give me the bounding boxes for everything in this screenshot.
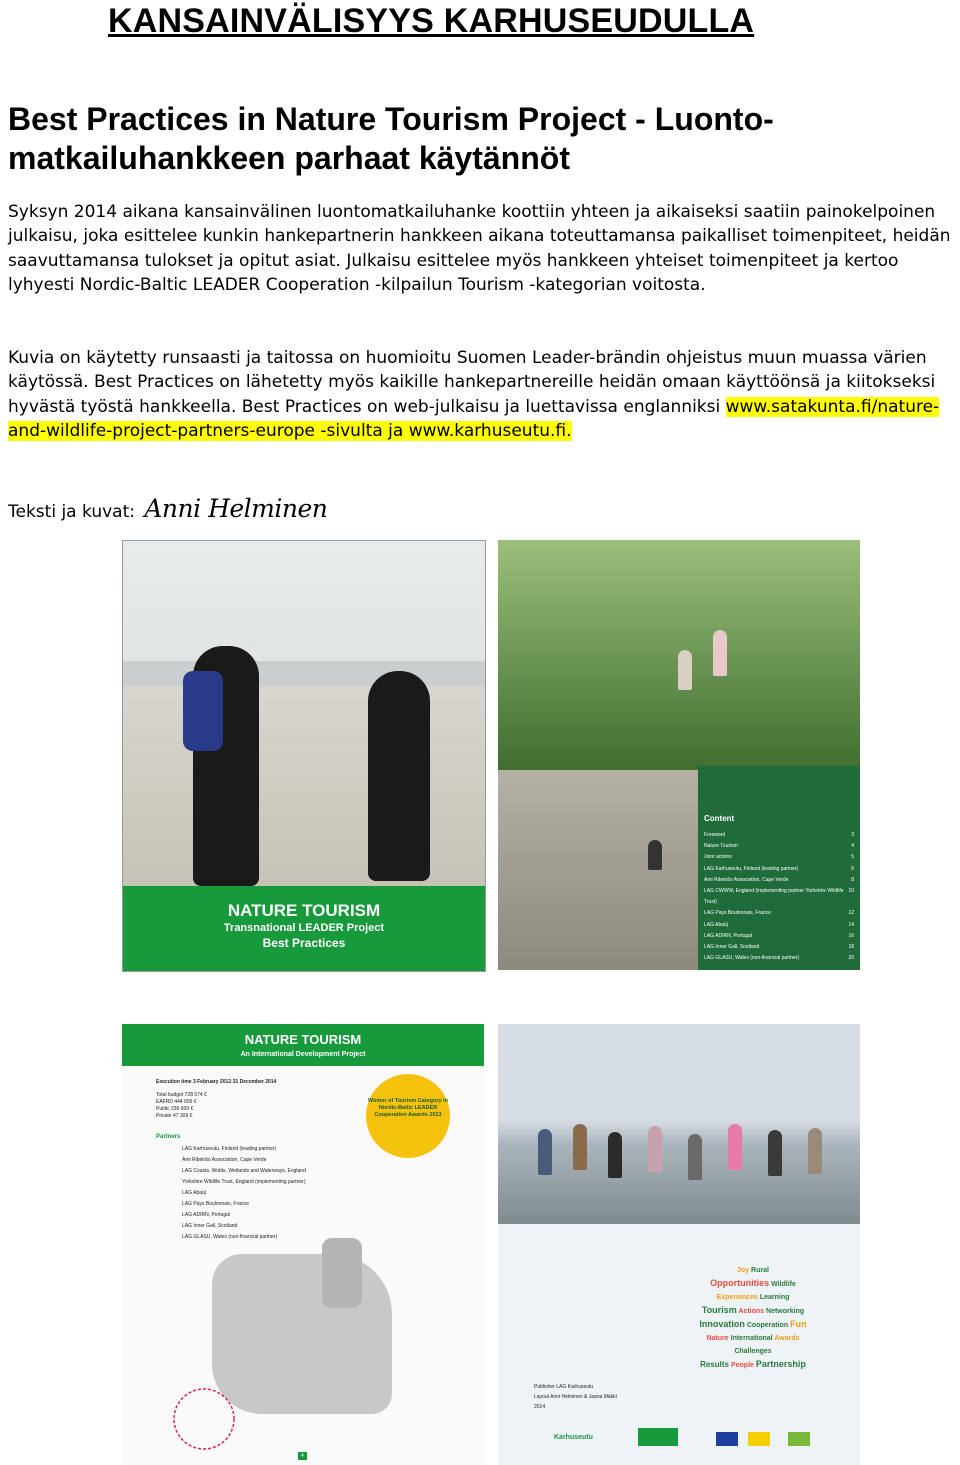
project-title: NATURE TOURISM bbox=[244, 1032, 362, 1047]
group-member bbox=[608, 1132, 622, 1178]
toc-item: LAG GLASU, Wales (non-financial partner) 20 bbox=[704, 955, 854, 962]
karhuseutu-link[interactable]: www.karhuseutu.fi bbox=[408, 420, 567, 441]
word-cloud bbox=[668, 1264, 838, 1372]
cloud-word: Tourism bbox=[701, 1305, 737, 1315]
cape-verde-map bbox=[164, 1384, 244, 1454]
cloud-word: Networking bbox=[766, 1308, 805, 1315]
cloud-word: Fun bbox=[790, 1319, 807, 1329]
cloud-word: Rural bbox=[751, 1267, 769, 1274]
cloud-word: Innovation bbox=[699, 1319, 745, 1329]
budget-line: Private 47 309 € bbox=[156, 1113, 193, 1119]
cloud-word: Actions bbox=[738, 1308, 765, 1315]
group-member bbox=[648, 1126, 662, 1172]
cloud-word: Challenges bbox=[734, 1348, 772, 1355]
paragraph-1: Syksyn 2014 aikana kansainvälinen luontomatkailuhanke koottiin yhteen ja aikaiseksi saatiin painokelpoinen julkaisu, joka esittelee kunkin hankepartnerin hankkeen aikana toteuttamansa paikalliset toimenpiteet, heidän saavuttamansa tulokset ja opitut asiat. Julkaisu esittelee myös hankkeen yhteiset toimenpiteet ja kertoo lyhyesti Nordic-Baltic LEADER Cooperation -kilpailun Tourism -kategorian voitosta. bbox=[8, 202, 951, 295]
budget-line: EAFRD 444 656 € bbox=[156, 1099, 197, 1105]
contents-panel bbox=[698, 766, 860, 970]
cover-tagline: Best Practices bbox=[262, 936, 346, 950]
cloud-word: Partnership bbox=[755, 1359, 806, 1369]
backpack bbox=[183, 671, 223, 751]
karhuseutu-logo: Karhuseutu bbox=[554, 1434, 593, 1441]
photo-credit bbox=[8, 494, 327, 523]
execution-time: Execution time 3 February 2012-31 December 2014 bbox=[156, 1079, 277, 1085]
partner-item: Ami Ribeirão Association, Cape Verde bbox=[182, 1157, 267, 1163]
cloud-word: Opportunities bbox=[710, 1278, 770, 1288]
partner-item: LAG ADIRN, Portugal bbox=[182, 1212, 231, 1218]
cover-subtitle: Transnational LEADER Project bbox=[223, 922, 385, 934]
toc-item: LAG CWWW, England (implementing partner Yorkshire Wildlife Trust) 10 bbox=[704, 888, 854, 906]
page-number: 4 bbox=[298, 1452, 307, 1460]
paragraph-2-middle: -sivulta ja bbox=[315, 420, 409, 441]
partner-logo bbox=[788, 1432, 810, 1446]
budget-line: Public 236 609 € bbox=[156, 1106, 194, 1112]
group-member bbox=[538, 1129, 552, 1175]
walker bbox=[648, 840, 662, 870]
group-member bbox=[573, 1124, 587, 1170]
leader-logo bbox=[638, 1428, 678, 1446]
page-heading: KANSAINVÄLISYYS KARHUSEUDULLA bbox=[108, 2, 755, 40]
cover-image-best-practices bbox=[122, 540, 486, 972]
cloud-word: International bbox=[730, 1335, 773, 1342]
toc-item: Foreword 3 bbox=[704, 832, 854, 838]
budget-line: Total budget 728 574 € bbox=[156, 1092, 207, 1098]
cloud-word: Cooperation bbox=[746, 1322, 789, 1329]
project-subtitle: An International Development Project bbox=[240, 1051, 366, 1058]
cloud-word: Results bbox=[700, 1360, 730, 1369]
publication-year: 2014 bbox=[534, 1404, 546, 1410]
llama bbox=[678, 650, 692, 690]
credit-label: Teksti ja kuvat: bbox=[8, 502, 135, 522]
hiker-figure bbox=[368, 671, 430, 881]
cloud-word: People bbox=[730, 1362, 754, 1369]
cloud-word: Experiences bbox=[716, 1294, 758, 1301]
toc-item: LAG Inner Gall, Scotland 18 bbox=[704, 944, 854, 951]
article-title: Best Practices in Nature Tourism Project - Luonto-matkailuhankkeen parhaat käytännöt bbox=[8, 101, 774, 176]
cloud-word: Wildlife bbox=[771, 1281, 796, 1288]
partner-item: LAG Karhuseutu, Finland (leading partner) bbox=[182, 1146, 277, 1152]
group-photo bbox=[498, 1024, 860, 1224]
partner-item: LAG Abaúj bbox=[182, 1190, 206, 1196]
group-member bbox=[768, 1130, 782, 1176]
cloud-word: Nature bbox=[706, 1335, 729, 1342]
table-of-contents bbox=[704, 830, 854, 964]
award-badge bbox=[366, 1074, 450, 1158]
signature: Anni Helminen bbox=[144, 494, 328, 523]
project-info-page-image bbox=[122, 1024, 484, 1465]
sky bbox=[123, 541, 485, 681]
group-member bbox=[688, 1134, 702, 1180]
partner-item: LAG Inner Gall, Scotland bbox=[182, 1223, 238, 1229]
walker bbox=[713, 630, 727, 676]
toc-item: LAG ADIRN, Portugal 16 bbox=[704, 932, 854, 939]
layout-info: Layout Anni Helminen & Jaana Mäkki bbox=[534, 1394, 617, 1400]
group-member bbox=[808, 1128, 822, 1174]
partners-heading: Partners bbox=[156, 1134, 181, 1140]
award-text: Winner of Tourism Category in Nordic-Baltic LEADER Cooperation Awards 2013 bbox=[368, 1098, 448, 1118]
partner-item: LAG Pays Boulonnais, France bbox=[182, 1201, 249, 1207]
toc-item: Joint actions 5 bbox=[704, 854, 854, 861]
back-cover-image bbox=[498, 1024, 860, 1465]
toc-item: Nature Tourism 4 bbox=[704, 843, 854, 850]
group-member bbox=[728, 1124, 742, 1170]
publisher-info: Publisher LAG Karhuseutu bbox=[534, 1384, 594, 1390]
contents-heading: Content bbox=[704, 814, 735, 823]
partner-item: Yorkshire Wildlife Trust, England (implementing partner) bbox=[182, 1179, 306, 1185]
satakunta-link[interactable]: www.satakunta.fi/nature-and-wildlife-project-partners-europe bbox=[8, 396, 940, 441]
cloud-word: Joy bbox=[737, 1267, 750, 1274]
paragraph-2-text: Kuvia on käytetty runsaasti ja taitossa on huomioitu Suomen Leader-brändin ohjeistus muun muassa värien käytössä. Best Practices on lähetetty myös kaikille hankepartnereille heidän omaan käyttöönsä ja kiitokseksi hyvästä työstä hankkeella. Best Practices on web-julkaisu ja luettavissa englanniksi bbox=[8, 348, 936, 417]
toc-item: Ami Ribeirão Association, Cape Verde 8 bbox=[704, 876, 854, 883]
finland-map bbox=[322, 1238, 362, 1308]
cover-title: NATURE TOURISM bbox=[227, 901, 381, 920]
cloud-word: Learning bbox=[759, 1294, 790, 1301]
beach bbox=[123, 686, 485, 886]
toc-item: LAG Pays Boulonnais, France 12 bbox=[704, 910, 854, 917]
paragraph-2 bbox=[8, 346, 958, 443]
contents-page-image bbox=[498, 540, 860, 970]
toc-item: LAG Karhuseutu, Finland (leading partner) 6 bbox=[704, 865, 854, 872]
eu-flag-icon bbox=[716, 1432, 738, 1446]
cloud-word: Awards bbox=[774, 1335, 800, 1342]
partner-item: LAG GLASU, Wales (non-financial partner) bbox=[182, 1234, 278, 1240]
partner-item: LAG Coasts, Wolds, Wetlands and Waterways, England bbox=[182, 1168, 306, 1174]
toc-item: LAG Abaúj 14 bbox=[704, 921, 854, 928]
partner-logo bbox=[748, 1432, 770, 1446]
paragraph-2-end: . bbox=[566, 420, 572, 441]
